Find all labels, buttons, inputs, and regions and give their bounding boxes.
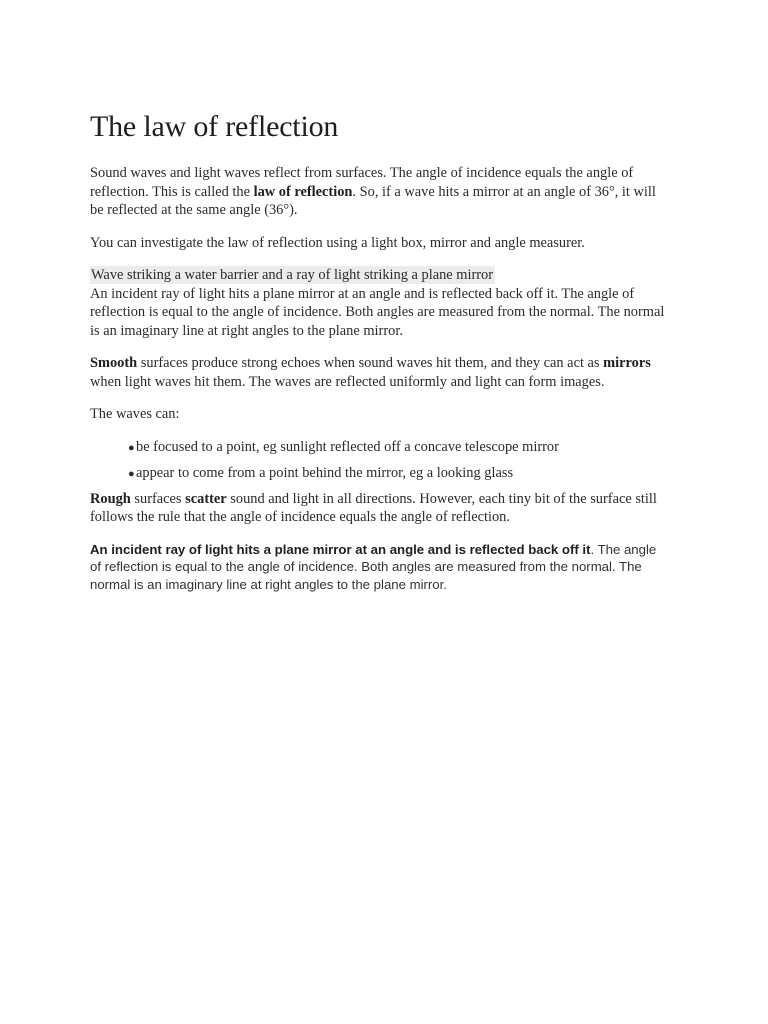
- bullet-list: [90, 438, 670, 484]
- paragraph-smooth-text-b: when light waves hit them. The waves are reflected uniformly and light can form images.: [90, 373, 605, 390]
- paragraph-incident-ray: An incident ray of light hits a plane mirror at an angle and is reflected back off it. The angle of reflection is equal to the angle of incidence. Both angles are measured from the normal. The normal is an imaginary line at right angles to the plane mirror.: [90, 285, 665, 339]
- paragraph-rough-text-b: sound and light in all directions. However, each tiny bit of the surface still follows the rule that the angle of incidence equals the angle of reflection.: [90, 490, 657, 525]
- paragraph-intro-text-b: . So, if a wave hits a mirror at an angle of 36°, it will be reflected at the same angle (36°).: [90, 183, 656, 218]
- list-item: [128, 438, 670, 458]
- paragraph-waves-can: The waves can:: [90, 406, 180, 422]
- list-item: [128, 464, 670, 484]
- list-item-text: be focused to a point, eg sunlight reflected off a concave telescope mirror: [136, 438, 559, 455]
- paragraph-intro-text-a: Sound waves and light waves reflect from surfaces. The angle of incidence equals the angle of reflection. This is called the: [90, 165, 634, 200]
- paragraph-rough-bold-a: Rough: [90, 490, 131, 507]
- figure-caption-wrap: [90, 266, 670, 285]
- paragraph-rough-text-a: surfaces: [130, 490, 186, 507]
- document-content: [90, 108, 670, 607]
- paragraph-investigate: You can investigate the law of reflection using a light box, mirror and angle measurer.: [90, 234, 585, 251]
- paragraph-rough: [90, 490, 670, 527]
- list-item-text: appear to come from a point behind the mirror, eg a looking glass: [136, 464, 514, 481]
- paragraph-smooth: [90, 354, 670, 391]
- page-title: The law of reflection: [90, 110, 339, 143]
- paragraph-summary-bold: An incident ray of light hits a plane mirror at an angle and is reflected back off it: [90, 541, 591, 557]
- paragraph-smooth-bold-a: Smooth: [90, 355, 138, 371]
- paragraph-summary: [90, 541, 670, 594]
- paragraph-smooth-text-a: surfaces produce strong echoes when sound waves hit them, and they can act as: [137, 355, 604, 371]
- paragraph-intro-bold: law of reflection: [253, 183, 353, 200]
- paragraph-summary-text: . The angle of reflection is equal to the angle of incidence. Both angles are measured from the normal. The normal is an imaginary line at right angles to the plane mirror.: [90, 541, 657, 592]
- paragraph-rough-bold-b: scatter: [185, 490, 227, 507]
- paragraph-smooth-bold-b: mirrors: [603, 355, 651, 371]
- bullet-icon: ●: [128, 467, 135, 480]
- paragraph-intro: [90, 164, 670, 220]
- bullet-icon: ●: [128, 441, 135, 454]
- figure-caption: Wave striking a water barrier and a ray of light striking a plane mirror: [91, 267, 494, 283]
